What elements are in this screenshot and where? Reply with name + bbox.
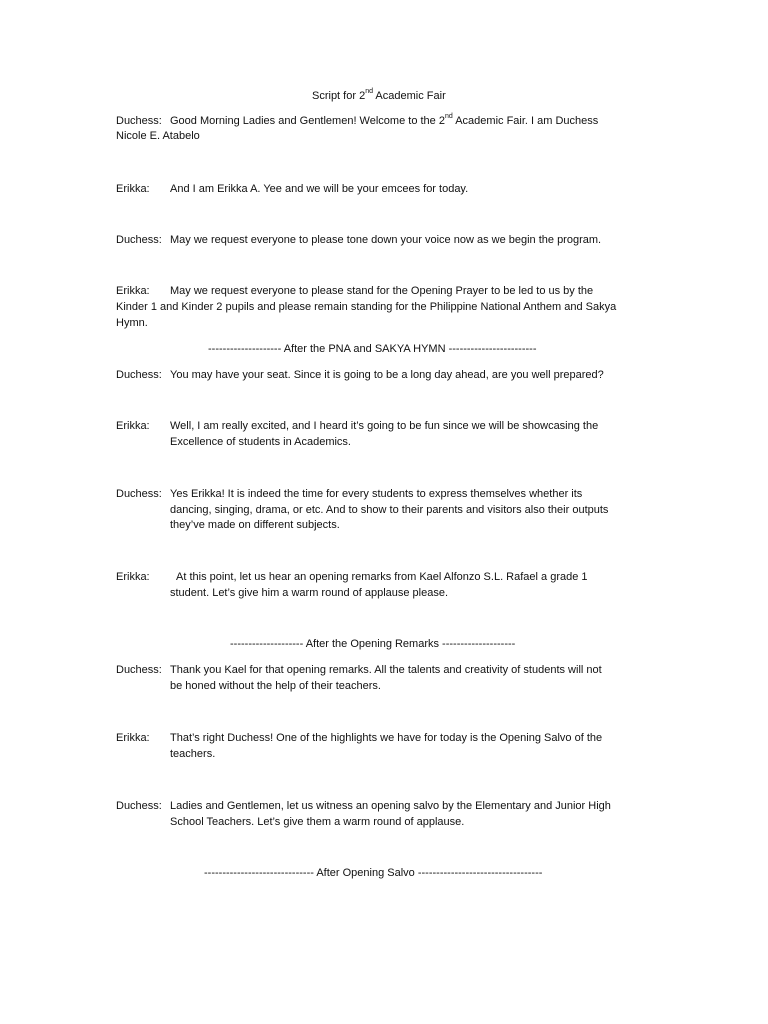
dialogue-line: Kinder 1 and Kinder 2 pupils and please remain standing for the Philippine National Anthem and Sakya [116, 301, 617, 313]
speaker-label: Duchess: [116, 369, 162, 381]
speaker-label: Duchess: [116, 488, 162, 500]
dialogue-line: May we request everyone to please tone down your voice now as we begin the program. [170, 234, 602, 246]
dialogue-superscript: nd [444, 113, 453, 121]
title-text-pre: Script for 2 [312, 90, 366, 102]
speaker-label: Duchess: [116, 234, 162, 246]
dialogue-line: Hymn. [116, 317, 148, 329]
page-title [312, 88, 446, 104]
dialogue-line: Yes Erikka! It is indeed the time for every students to express themselves whether its [170, 488, 583, 500]
speaker-label: Duchess: [116, 800, 162, 812]
dialogue-line: You may have your seat. Since it is going to be a long day ahead, are you well prepared? [170, 369, 604, 381]
dialogue-line: And I am Erikka A. Yee and we will be your emcees for today. [170, 183, 469, 195]
title-superscript: nd [365, 88, 373, 96]
dialogue-line: At this point, let us hear an opening remarks from Kael Alfonzo S.L. Rafael a grade 1 [176, 571, 588, 583]
title-text-post: Academic Fair [372, 90, 446, 102]
speaker-label: Duchess: [116, 664, 162, 676]
dialogue-line: School Teachers. Let’s give them a warm round of applause. [170, 816, 465, 828]
speaker-label: Erikka: [116, 571, 150, 583]
dialogue-line: they’ve made on different subjects. [170, 519, 340, 531]
dialogue-line: May we request everyone to please stand for the Opening Prayer to be led to us by the [170, 285, 594, 297]
dialogue-text-pre: Good Morning Ladies and Gentlemen! Welcome to the 2 [170, 115, 445, 127]
dialogue-line: That’s right Duchess! One of the highlights we have for today is the Opening Salvo of the [170, 732, 603, 744]
dialogue-line: Ladies and Gentlemen, let us witness an opening salvo by the Elementary and Junior High [170, 800, 611, 812]
dialogue-line: Nicole E. Atabelo [116, 130, 200, 142]
speaker-label: Duchess: [116, 115, 162, 127]
speaker-label: Erikka: [116, 285, 150, 297]
speaker-label: Erikka: [116, 183, 150, 195]
speaker-label: Erikka: [116, 420, 150, 432]
dialogue-text-post: Academic Fair. I am Duchess [452, 115, 599, 127]
dialogue-line [170, 113, 598, 129]
dialogue-line: student. Let’s give him a warm round of applause please. [170, 587, 449, 599]
speaker-label: Erikka: [116, 732, 150, 744]
dialogue-line: dancing, singing, drama, or etc. And to show to their parents and visitors also their outputs [170, 504, 609, 516]
section-divider: -------------------- After the PNA and SAKYA HYMN ------------------------ [208, 343, 537, 355]
section-divider: ------------------------------ After Opening Salvo ---------------------------------- [204, 867, 543, 879]
section-divider: -------------------- After the Opening Remarks -------------------- [230, 638, 516, 650]
dialogue-line: Thank you Kael for that opening remarks. All the talents and creativity of students will not [170, 664, 602, 676]
dialogue-line: teachers. [170, 748, 216, 760]
dialogue-line: Excellence of students in Academics. [170, 436, 351, 448]
dialogue-line: Well, I am really excited, and I heard it’s going to be fun since we will be showcasing the [170, 420, 599, 432]
dialogue-line: be honed without the help of their teachers. [170, 680, 381, 692]
